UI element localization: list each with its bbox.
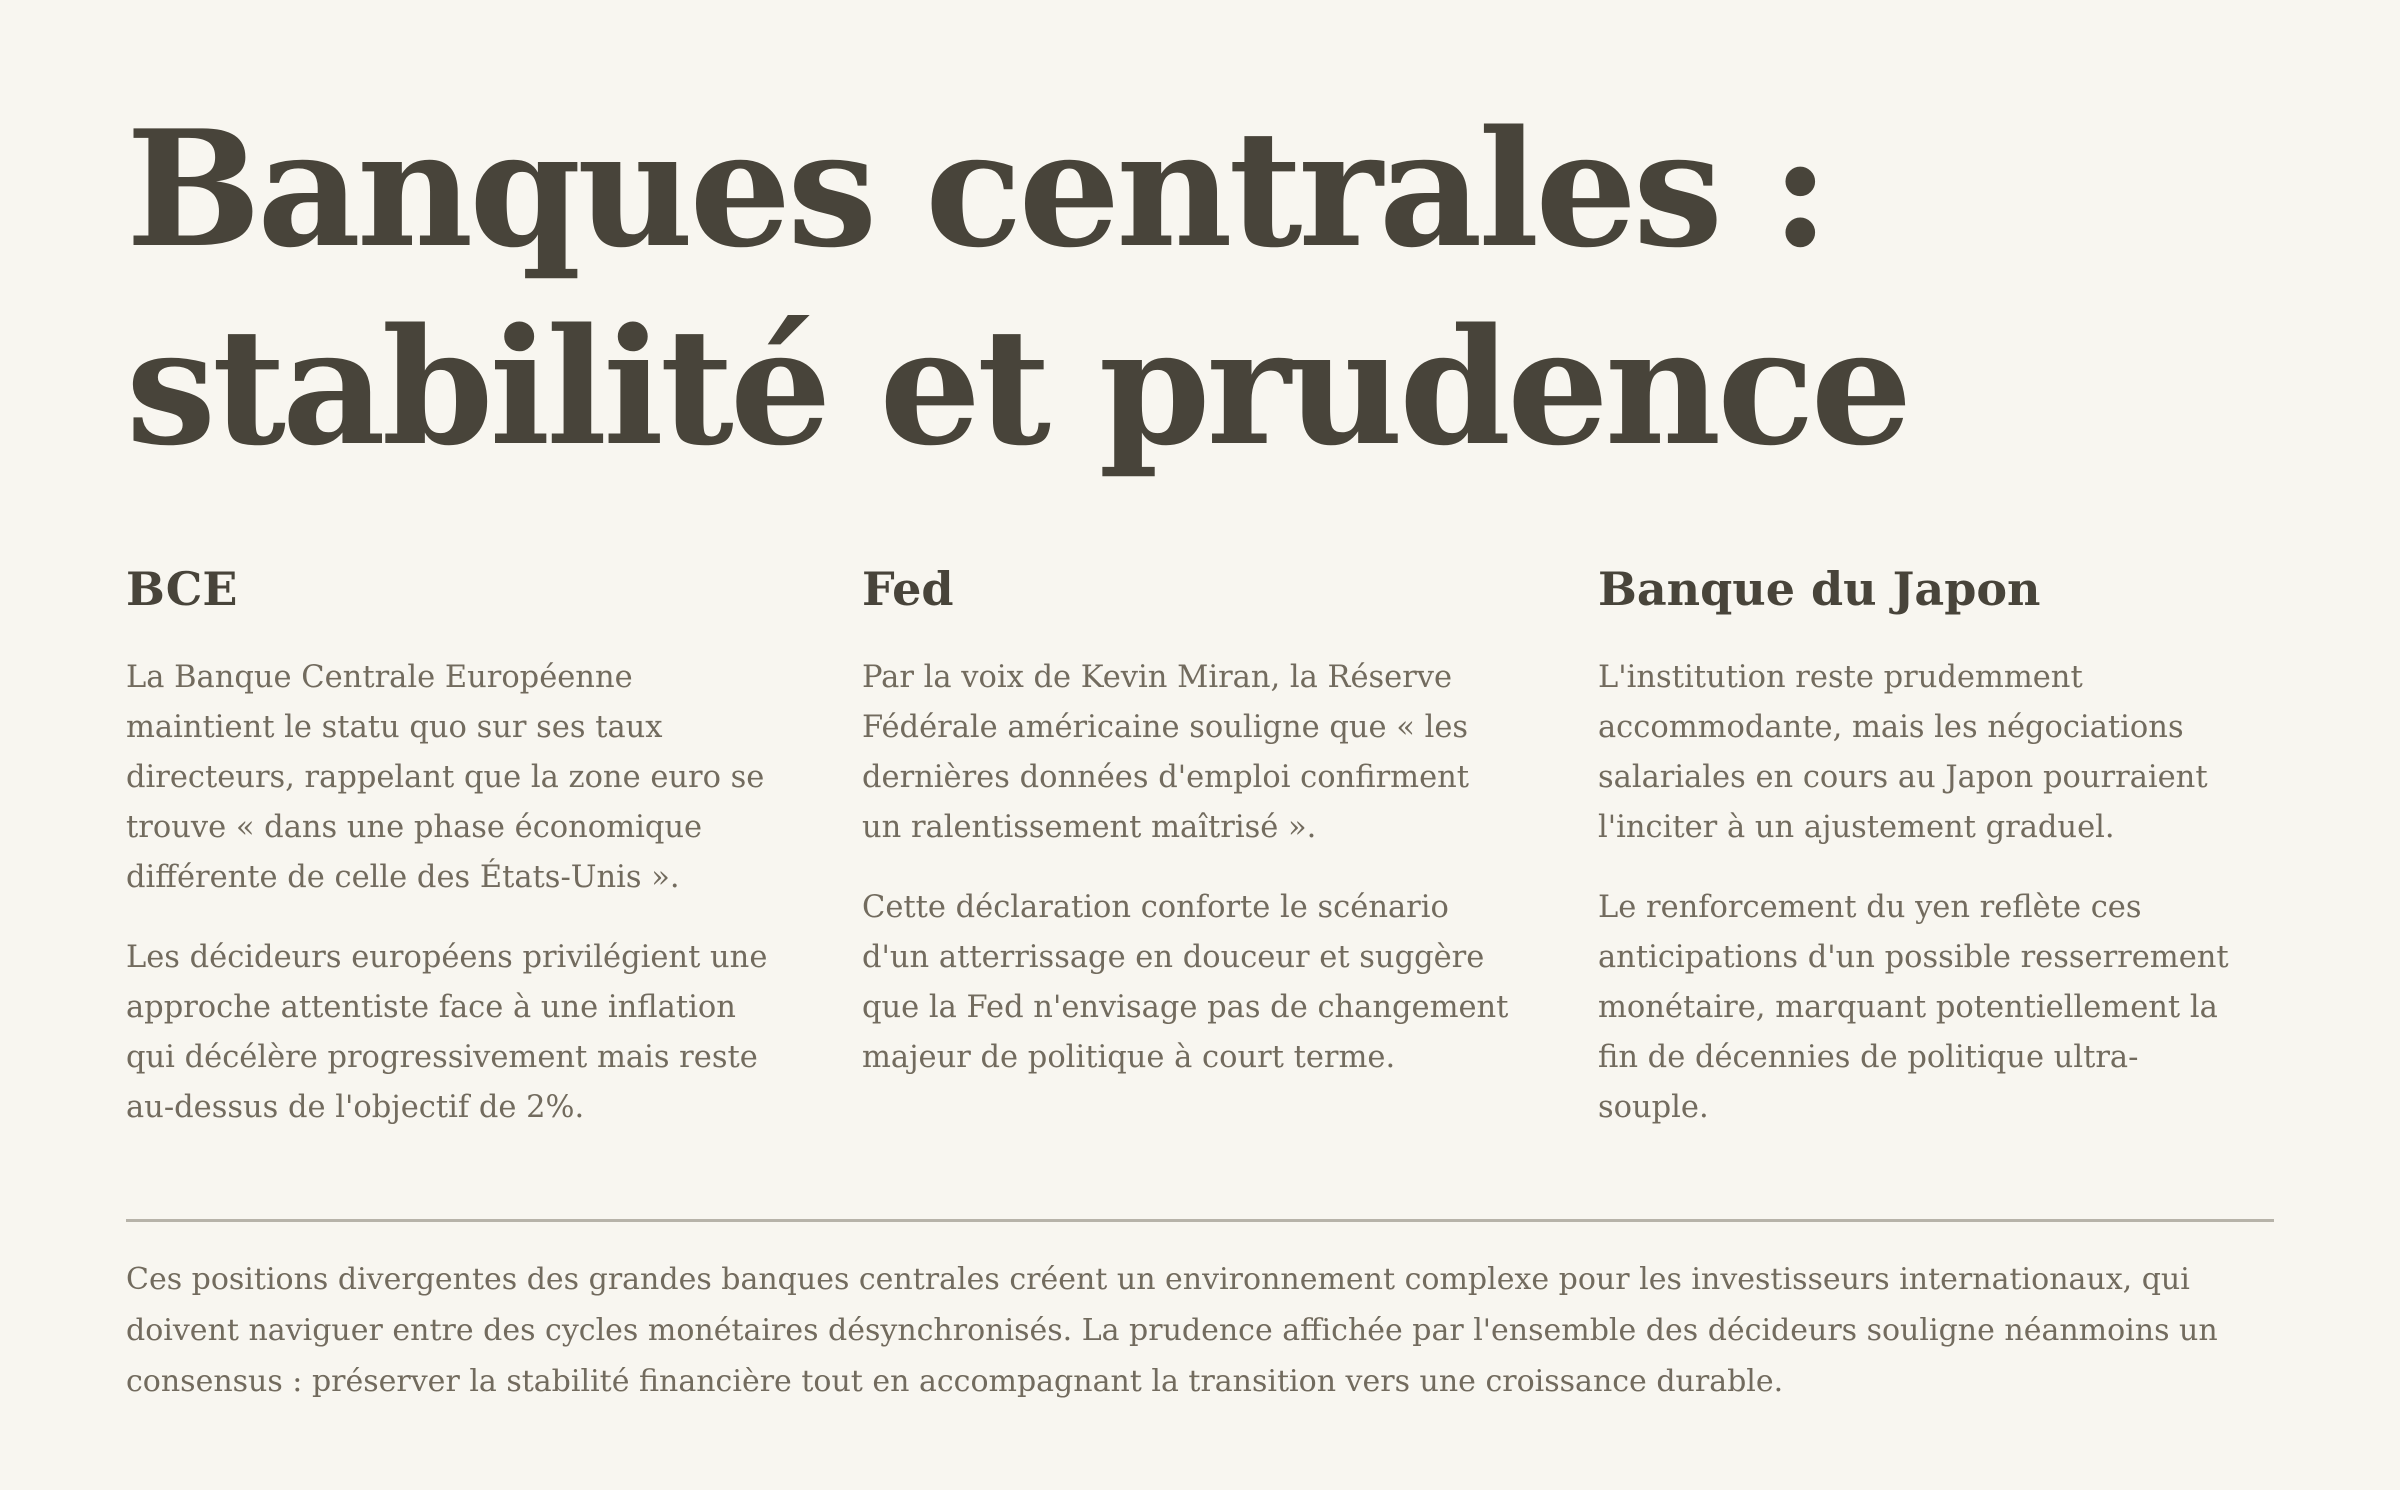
column-fed [862,562,1512,1163]
column-banque-du-japon [1598,562,2248,1163]
conclusion-paragraph: Ces positions divergentes des grandes banques centrales créent un environnement complexe pour les investisseurs internationaux, qui doivent naviguer entre des cycles monétaires désynchronisés. La prudence affichée par l'ensemble des décideurs souligne néanmoins un consensus : préserver la stabilité financière tout en accompagnant la transition vers une croissance durable. [126,1262,2218,1400]
column-heading: BCE [126,562,238,616]
column-paragraph: Par la voix de Kevin Miran, la Réserve Fédérale américaine souligne que « les dernières données d'emploi confirment un ralentissement maîtrisé ». [862,660,1470,846]
page-title: Banques centrales : stabilité et prudence [126,95,1909,481]
section-divider [126,1219,2274,1222]
column-bce [126,562,776,1163]
column-paragraph: Le renforcement du yen reflète ces anticipations d'un possible resserrement monétaire, marquant potentiellement la fin de décennies de politique ultra-souple. [1598,890,2229,1126]
column-heading: Fed [862,562,954,616]
column-paragraph: Les décideurs européens privilégient une approche attentiste face à une inflation qui décélère progressivement mais reste au-dessus de l'objectif de 2%. [126,940,768,1126]
column-paragraph: L'institution reste prudemment accommodante, mais les négociations salariales en cours au Japon pourraient l'inciter à un ajustement graduel. [1598,660,2208,846]
column-paragraph: Cette déclaration conforte le scénario d'un atterrissage en douceur et suggère que la Fed n'envisage pas de changement majeur de politique à court terme. [862,890,1509,1076]
columns-section [126,562,2274,1163]
column-paragraph: La Banque Centrale Européenne maintient le statu quo sur ses taux directeurs, rappelant que la zone euro se trouve « dans une phase économique différente de celle des États-Unis ». [126,660,765,896]
column-heading: Banque du Japon [1598,562,2041,616]
